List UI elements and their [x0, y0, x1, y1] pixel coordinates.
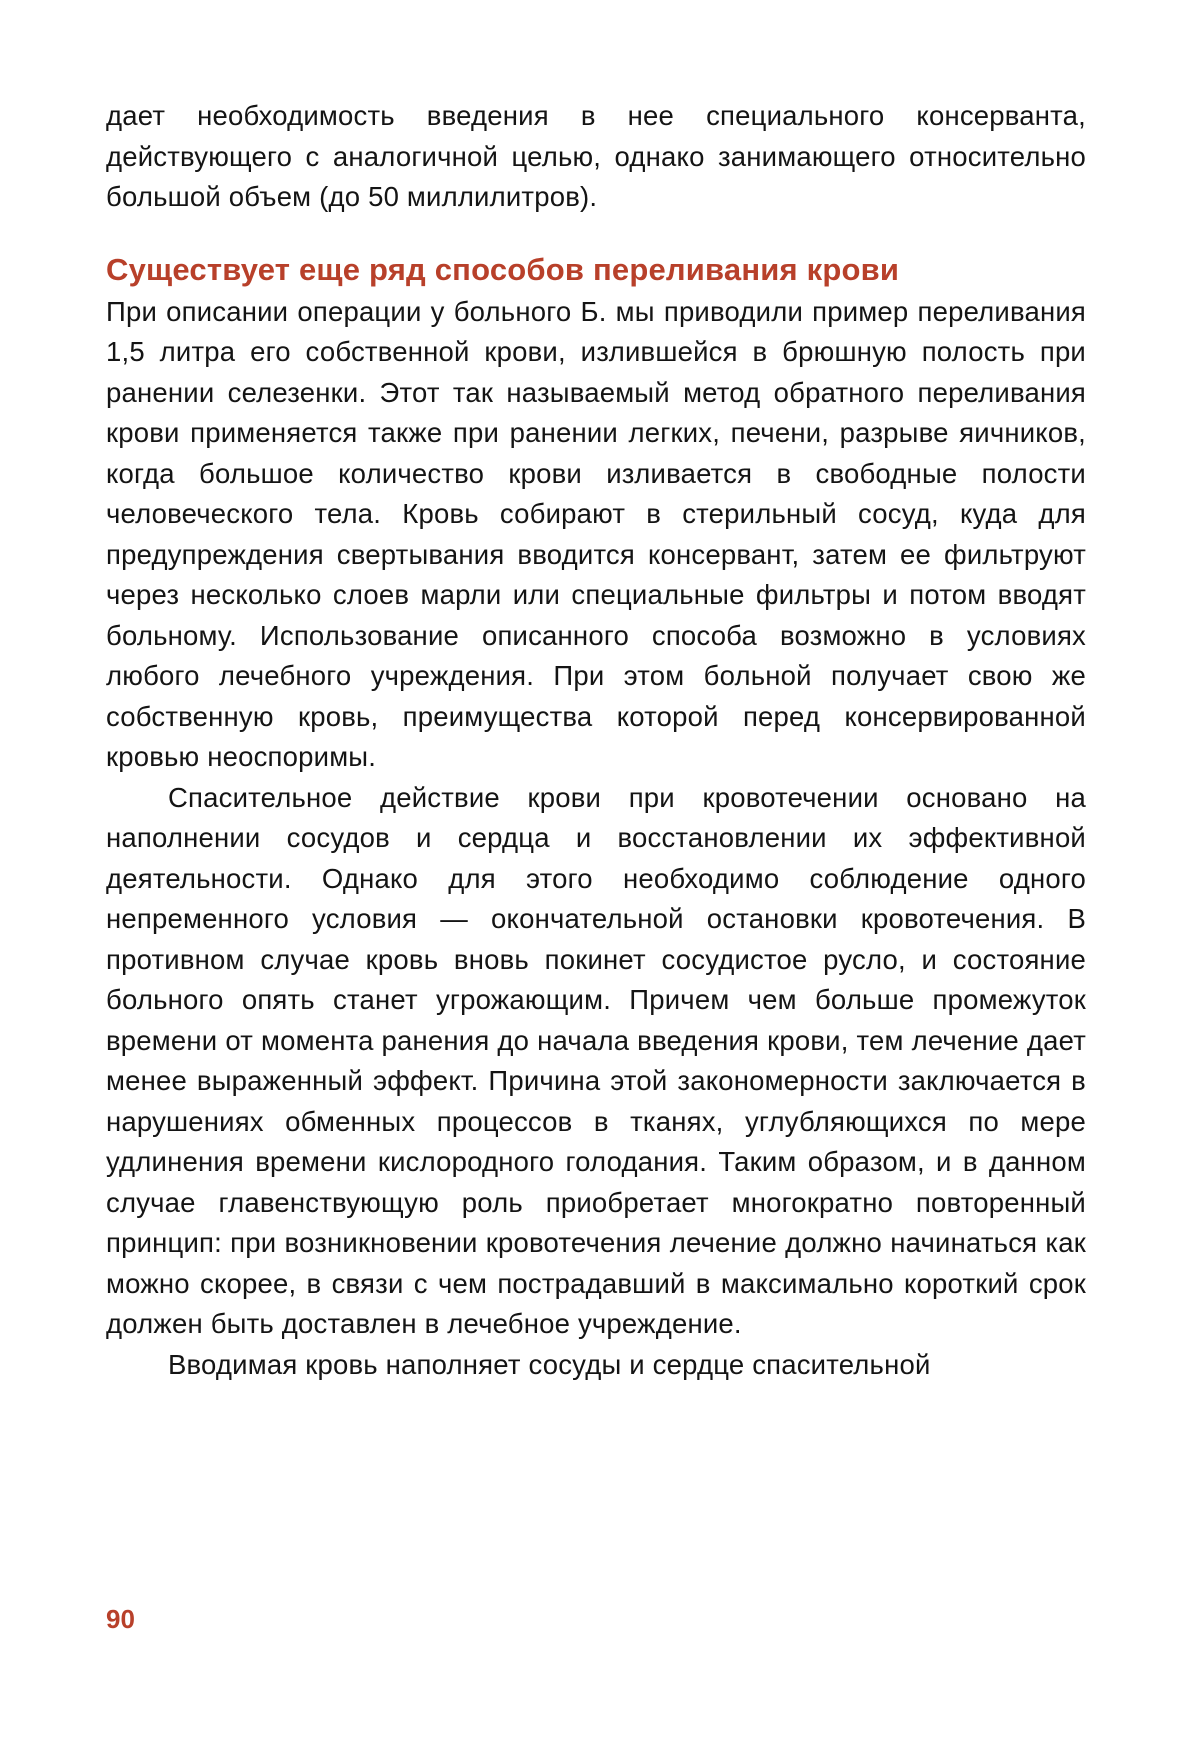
paragraph-3: Вводимая кровь наполняет сосуды и сердце спасительной	[168, 1348, 931, 1380]
page-number: 90	[106, 1604, 135, 1634]
page-content	[106, 96, 1086, 1385]
paragraph-2: Спасительное действие крови при кровотечении основано на наполнении сосудов и сердца и восстановлении их эффективной деятельности. Однако для этого необходимо соблюдение одного непременного условия — окончательной остановки кровотечения. В противном случае кровь вновь покинет сосудистое русло, и состояние больного опять станет угрожающим. Причем чем больше промежуток времени от момента ранения до начала введения крови, тем лечение дает менее выраженный эффект. Причина этой закономерности заключается в нарушениях обменных процессов в тканях, углубляющихся по мере удлинения времени кислородного голодания. Таким образом, и в данном случае главенствующую роль приобретает многократно повторенный принцип: при возникновении кровотечения лечение должно начинаться как можно скорее, в связи с чем пострадавший в максимально короткий срок должен быть доставлен в лечебное учреждение.	[106, 781, 1086, 1339]
section-heading: Существует еще ряд способов переливания крови	[106, 251, 900, 287]
paragraph-1: При описании операции у больного Б. мы приводили пример переливания 1,5 литра его собственной крови, излившейся в брюшную полость при ранении селезенки. Этот так называемый метод обратного переливания крови применяется также при ранении легких, печени, разрыве яичников, когда большое количество крови изливается в свободные полости человеческого тела. Кровь собирают в стерильный сосуд, куда для предупреждения свертывания вводится консервант, затем ее фильтруют через несколько слоев марли или специальные фильтры и потом вводят больному. Использование описанного способа возможно в условиях любого лечебного учреждения. При этом больной получает свою же собственную кровь, преимущества которой перед консервированной кровью неоспоримы.	[106, 295, 1086, 772]
intro-paragraph: дает необходимость введения в нее специального консерванта, действующего с аналогичной целью, однако занимающего относительно большой объем (до 50 миллилитров).	[106, 100, 1086, 212]
